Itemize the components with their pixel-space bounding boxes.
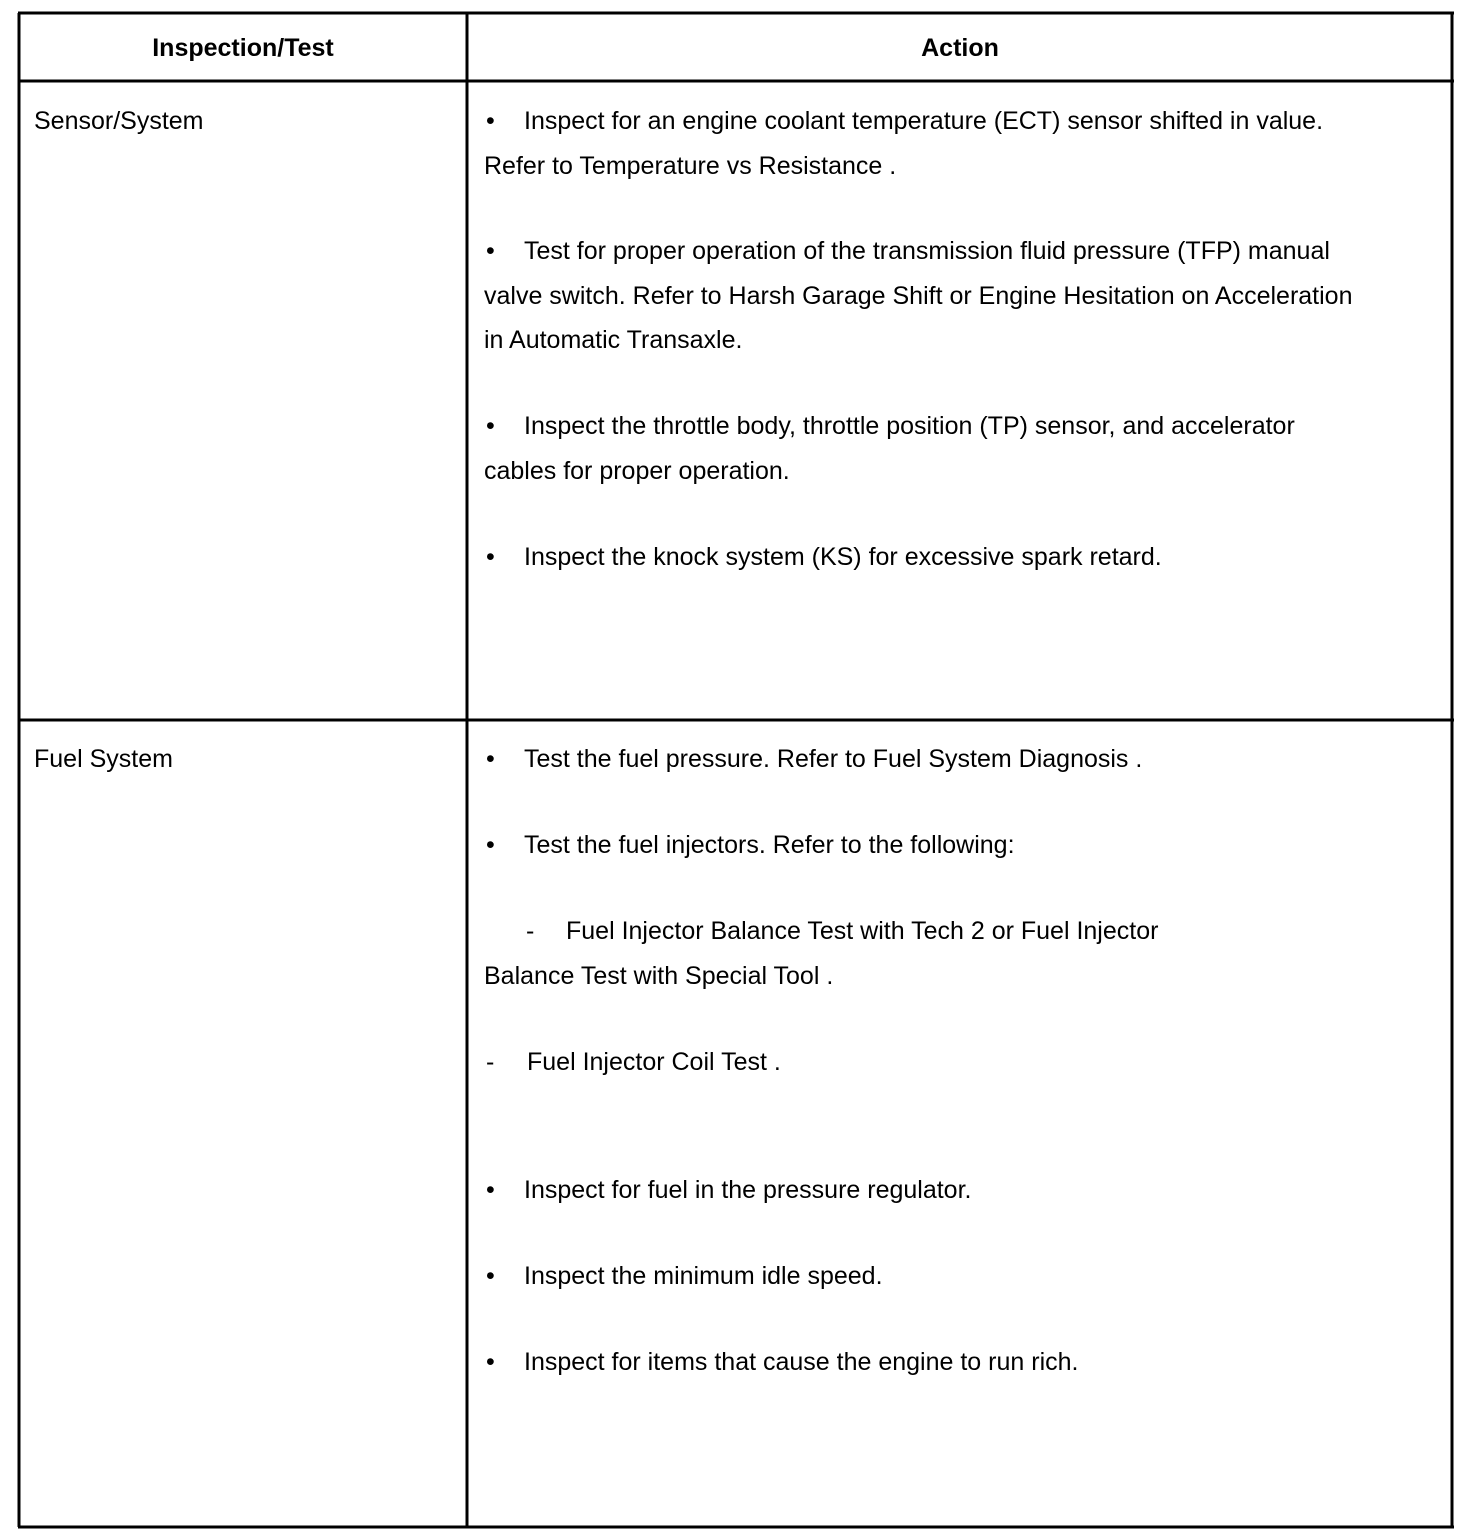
- action-item: [484, 535, 1364, 580]
- dash-marker: -: [526, 917, 535, 945]
- bullet-marker: •: [486, 1262, 495, 1290]
- action-text: Inspect the minimum idle speed.: [524, 1262, 883, 1290]
- bullet-marker: •: [486, 1176, 495, 1204]
- action-item: [484, 1168, 1364, 1213]
- action-text: Test the fuel injectors. Refer to the following:: [524, 831, 1015, 859]
- action-text: Fuel Injector Coil Test .: [527, 1048, 781, 1076]
- action-item: [484, 823, 1364, 868]
- action-item: [484, 404, 1364, 493]
- action-text: Test for proper operation of the transmission fluid pressure (TFP) manual valve switch. Refer to Harsh Garage Shift or Engine Hesitation on Acceleration in Automatic Transaxle.: [484, 237, 1353, 354]
- row-label-sensor-system: Sensor/System: [34, 107, 204, 135]
- bullet-marker: •: [486, 412, 495, 440]
- bullet-marker: •: [486, 745, 495, 773]
- action-text: Inspect for fuel in the pressure regulator.: [524, 1176, 972, 1204]
- dash-marker: -: [486, 1048, 495, 1076]
- action-item: [484, 229, 1364, 363]
- action-text: Test the fuel pressure. Refer to Fuel System Diagnosis .: [524, 745, 1143, 773]
- row-label-fuel-system: Fuel System: [34, 745, 173, 773]
- bullet-marker: •: [486, 543, 495, 571]
- header-action: Action: [921, 34, 999, 62]
- action-item: [484, 1340, 1364, 1385]
- action-item: [484, 1254, 1364, 1299]
- action-text: Inspect for items that cause the engine to run rich.: [524, 1348, 1079, 1376]
- action-item: [484, 737, 1364, 782]
- action-text: Inspect for an engine coolant temperature (ECT) sensor shifted in value. Refer to Temperature vs Resistance .: [484, 107, 1324, 180]
- action-sub-item: [484, 909, 1244, 998]
- action-text: Inspect the throttle body, throttle position (TP) sensor, and accelerator cables for proper operation.: [484, 412, 1295, 485]
- bullet-marker: •: [486, 107, 495, 135]
- action-text: Inspect the knock system (KS) for excessive spark retard.: [524, 543, 1162, 571]
- header-inspection-test: Inspection/Test: [152, 34, 334, 62]
- bullet-marker: •: [486, 831, 495, 859]
- bullet-marker: •: [486, 1348, 495, 1376]
- bullet-marker: •: [486, 237, 495, 265]
- action-sub-item: [484, 1040, 1364, 1085]
- action-text: Fuel Injector Balance Test with Tech 2 or Fuel Injector Balance Test with Special Tool .: [484, 917, 1159, 990]
- action-item: [484, 99, 1364, 188]
